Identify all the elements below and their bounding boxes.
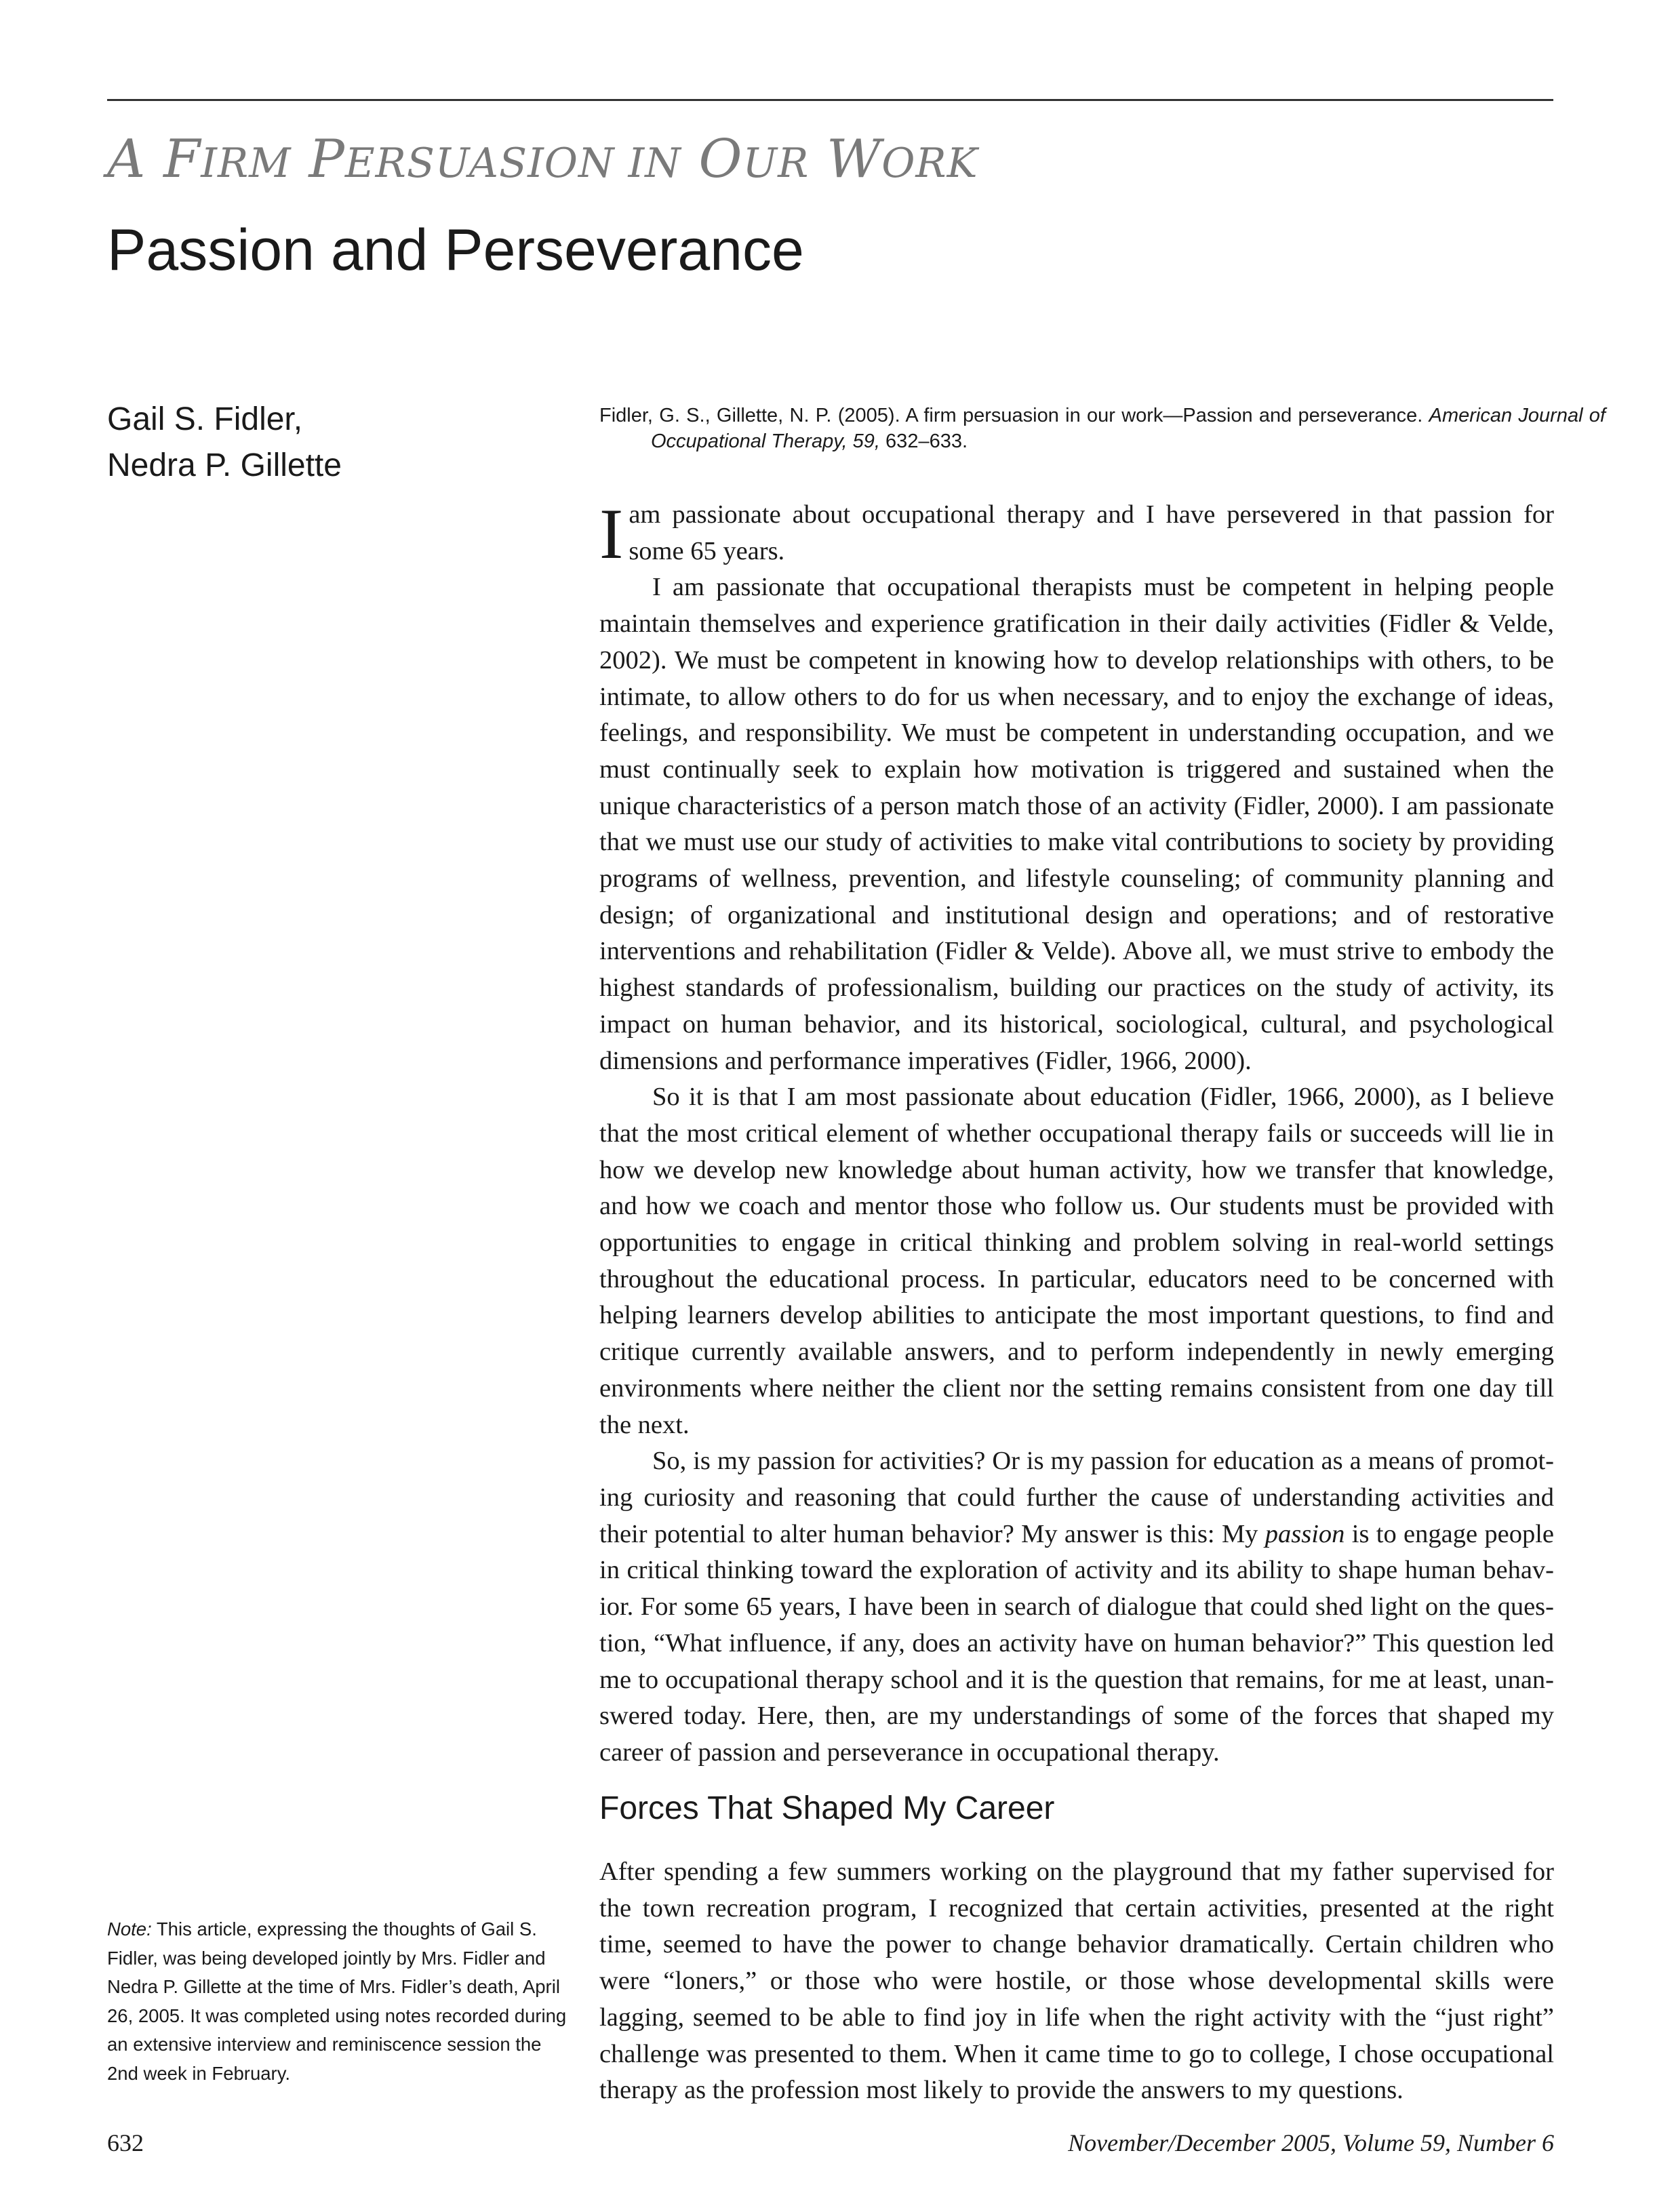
series-title [107,129,978,190]
citation [599,403,1606,454]
author-name: Gail S. Fidler, [107,401,303,437]
citation-journal: American Journal of Occupational Therapy, 59, [651,405,1606,452]
header-rule [107,99,1553,101]
article-title: Passion and Perseverance [107,218,804,283]
series-part: OUR [681,129,810,190]
author-name: Nedra P. Gillette [107,447,342,483]
paragraph: So it is that I am most passionate about education (Fidler, 1966, 2000), as I believe that the most critical element of whether occupational therapy fails or succeeds will lie in how we develop new knowledge about human activity, how we transfer that knowledge, and how we coach and mentor those who follow us. Our students must be provided with opportunities to engage in critical thinking and problem solving in real-world settings throughout the educational process. In particular, educators need to be concerned with helping learners develop abilities to anticipate the most important questions, to find and critique currently available answers, and to perform independently in newly emerging environments where neither the client nor the setting remains consistent from one day till the next. [599,1083,1554,1439]
article-body [599,494,1555,1771]
series-part: A FIRM [107,129,292,190]
series-part: WORK [809,129,978,190]
paragraph: Iam passionate about occupational therapy and I have persevered in that passion for some 65 years. [599,494,1554,574]
paragraph: After spending a few summers working on the playground that my father supervised for the town recreation program, I recognized that certain activities, presented at the right time, seemed to have the power to change behavior dramatically. Certain children who were “loners,” or those who were hostile, or those whose developmental skills were lagging, seemed to be able to find joy in life when the right activity with the “just right” challenge was presented to them. When it came time to go to college, I chose occupational therapy as the profession most likely to provide the answers to my questions. [599,1857,1554,2105]
series-part: PERSUASION IN [291,129,681,190]
page-number: 632 [107,2129,144,2156]
section-heading: Forces That Shaped My Career [599,1790,1055,1826]
drop-cap: I [599,494,624,574]
citation-text: Fidler, G. S., Gillette, N. P. (2005). A firm persuasion in our work—Passion and perseverance. [599,405,1429,426]
section-body [599,1854,1554,2109]
citation-pages: 632–633. [880,430,968,452]
author-list [107,397,342,489]
note-label: Note: [107,1918,152,1939]
emphasis: passion [1264,1519,1345,1548]
note-text: This article, expressing the thoughts of Gail S. Fidler, was being developed jointly by Mrs. Fidler and Nedra P. Gillette at the time of Mrs. Fidler’s death, April 26, 2005. It was completed using notes recorded during an extensive interview and reminiscence session the 2nd week in February. [107,1918,567,2084]
paragraph: So, is my passion for activities? Or is my passion for education as a means of promoting curiosity and reasoning that could further the cause of understanding activities and their potential to alter human behavior? My answer is this: My passion is to engage people in critical thinking toward the exploration of activity and its ability to shape human behavior. For some 65 years, I have been in search of dialogue that could shed light on the question, “What influence, if any, does an activity have on human behavior?” This question led me to occupational therapy school and it is the question that remains, for me at least, unanswered today. Here, then, are my understandings of some of the forces that shaped my career of passion and perseverance in occupational therapy. [599,1447,1555,1767]
issue-info: November/December 2005, Volume 59, Number 6 [1068,2129,1554,2156]
author-note [107,1915,568,2088]
paragraph: I am passionate that occupational therapists must be competent in helping people maintain themselves and experience gratification in their daily activities (Fidler & Velde, 2002). We must be competent in knowing how to develop relationships with others, to be intimate, to allow others to do for us when necessary, and to enjoy the exchange of ideas, feelings, and responsibility. We must be competent in understanding occupation, and we must continually seek to explain how motivation is triggered and sustained when the unique characteristics of a person match those of an activity (Fidler, 2000). I am passionate that we must use our study of activities to make vital contributions to society by providing programs of wellness, prevention, and lifestyle counseling; of community planning and design; of organizational and institutional design and operations; and of restorative interventions and rehabilitation (Fidler & Velde). Above all, we must strive to embody the highest standards of professionalism, building our practices on the study of activity, its impact on human behavior, and its historical, sociological, cultural, and psychological dimensions and performance imperatives (Fidler, 1966, 2000). [599,573,1554,1075]
